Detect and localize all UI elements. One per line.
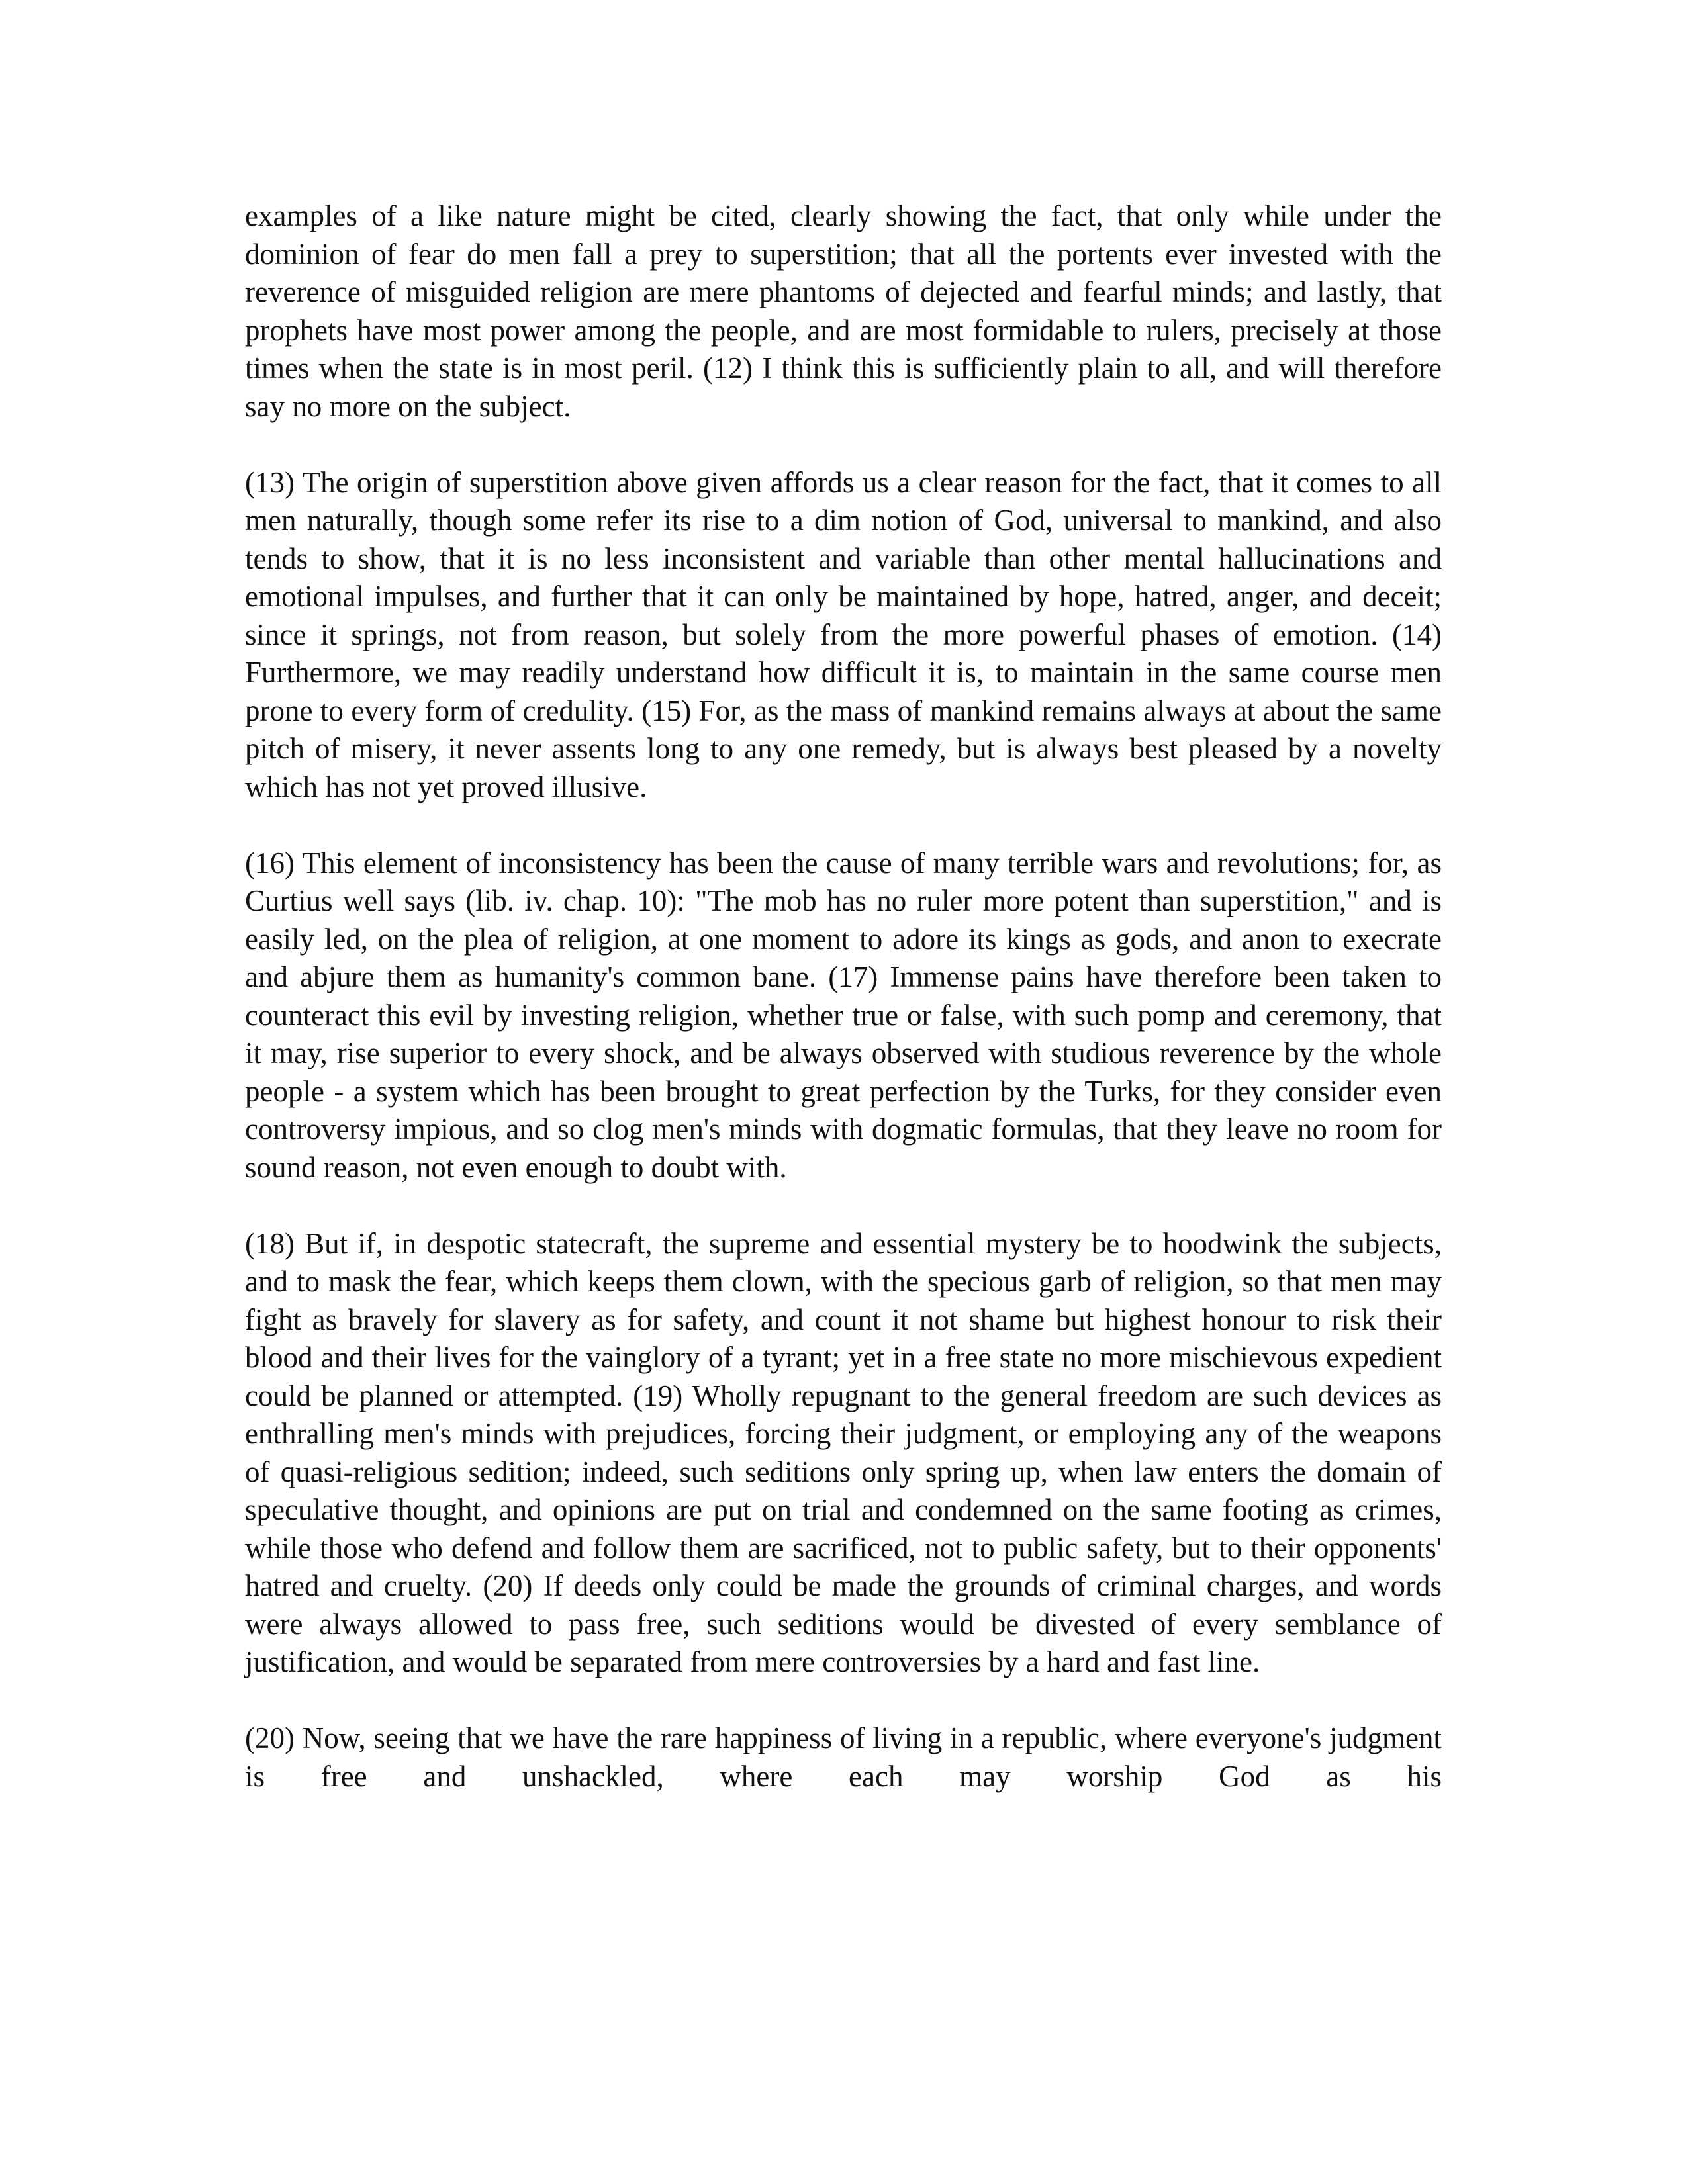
paragraph-2: (13) The origin of superstition above given affords us a clear reason for the fact, that it comes to all men naturally, though some refer its rise to a dim notion of God, universal to mankind, and also tends to show, that it is no less inconsistent and variable than other mental hallucinations and emotional impulses, and further that it can only be maintained by hope, hatred, anger, and deceit; since it springs, not from reason, but solely from the more powerful phases of emotion. (14) Furthermore, we may readily understand how difficult it is, to maintain in the same course men prone to every form of credulity. (15) For, as the mass of mankind remains always at about the same pitch of misery, it never assents long to any one remedy, but is always best pleased by a novelty which has not yet proved illusive. [245, 465, 1442, 803]
paragraph-5: (20) Now, seeing that we have the rare happiness of living in a republic, where everyone's judgment is free and unshackled, where each may worship God as his [245, 1721, 1442, 1793]
paragraph-3: (16) This element of inconsistency has been the cause of many terrible wars and revolutions; for, as Curtius well says (lib. iv. chap. 10): "The mob has no ruler more potent than superstition," and is easily led, on the plea of religion, at one moment to adore its kings as gods, and anon to execrate and abjure them as humanity's common bane. (17) Immense pains have therefore been taken to counteract this evil by investing religion, whether true or false, with such pomp and ceremony, that it may, rise superior to every shock, and be always observed with studious reverence by the whole people - a system which has been brought to great perfection by the Turks, for they consider even controversy impious, and so clog men's minds with dogmatic formulas, that they leave no room for sound reason, not even enough to doubt with. [245, 846, 1442, 1184]
paragraph-4: (18) But if, in despotic statecraft, the supreme and essential mystery be to hoodwink the subjects, and to mask the fear, which keeps them clown, with the specious garb of religion, so that men may fight as bravely for slavery as for safety, and count it not shame but highest honour to risk their blood and their lives for the vainglory of a tyrant; yet in a free state no more mischievous expedient could be planned or attempted. (19) Wholly repugnant to the general freedom are such devices as enthralling men's minds with prejudices, forcing their judgment, or employing any of the weapons of quasi-religious sedition; indeed, such seditions only spring up, when law enters the domain of speculative thought, and opinions are put on trial and condemned on the same footing as crimes, while those who defend and follow them are sacrificed, not to public safety, but to their opponents' hatred and cruelty. (20) If deeds only could be made the grounds of criminal charges, and words were always allowed to pass free, such seditions would be divested of every semblance of justification, and would be separated from mere controversies by a hard and fast line. [245, 1226, 1442, 1678]
paragraph-1: examples of a like nature might be cited, clearly showing the fact, that only while under the dominion of fear do men fall a prey to superstition; that all the portents ever invested with the reverence of misguided religion are mere phantoms of dejected and fearful minds; and lastly, that prophets have most power among the people, and are most formidable to rulers, precisely at those times when the state is in most peril. (12) I think this is sufficiently plain to all, and will therefore say no more on the subject. [245, 199, 1442, 423]
document-page [245, 197, 1442, 1796]
